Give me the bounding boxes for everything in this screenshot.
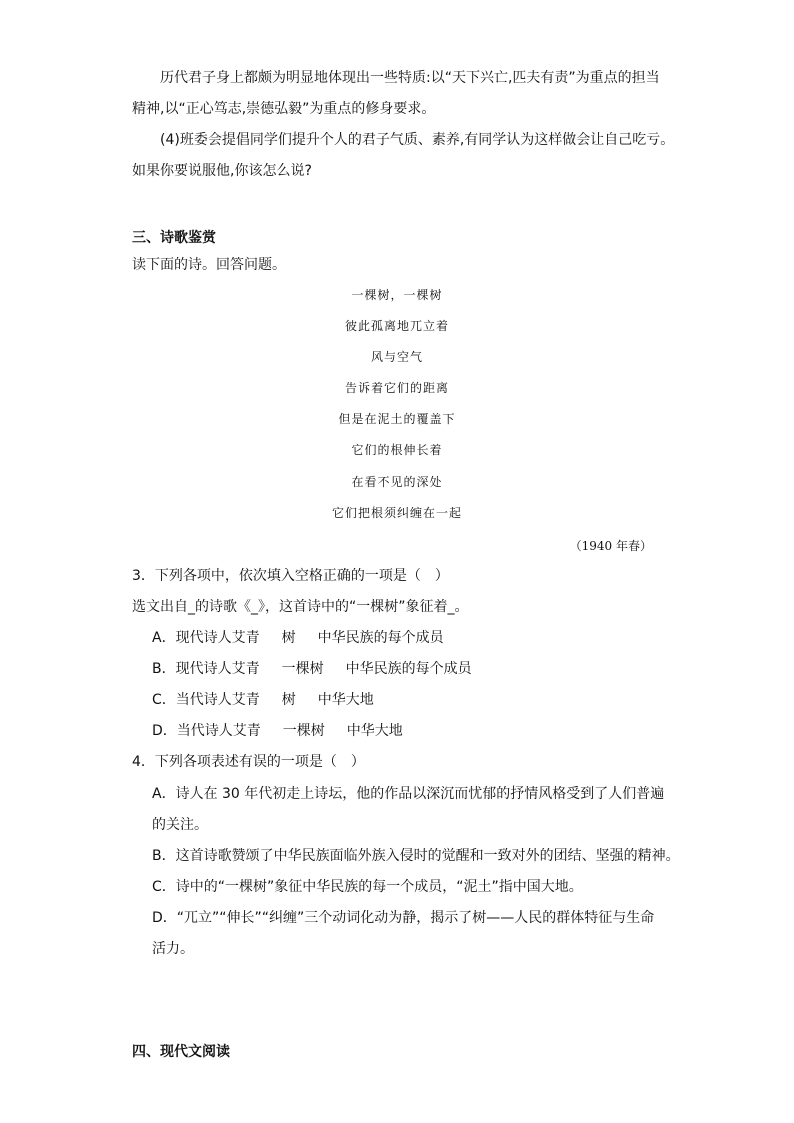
question-3-stem: 3．下列各项中，依次填入空格正确的一项是（ ） [132, 568, 449, 584]
poem-line: 一棵树，一棵树 [351, 288, 443, 302]
question-4-sub-line-1: (4)班委会提倡同学们提升个人的君子气质、素养,有同学认为这样做会让自己吃亏。 [160, 132, 675, 148]
question-3-option-d: D．当代诗人艾青 一棵树 中华大地 [152, 723, 403, 739]
question-3-option-a: A．现代诗人艾青 树 中华民族的每个成员 [152, 630, 444, 646]
section-4-heading: 四、现代文阅读 [132, 1044, 230, 1060]
intro-paragraph-line-1: 历代君子身上都颇为明显地体现出一些特质:以“天下兴亡,匹夫有责”为重点的担当 [160, 70, 660, 86]
poem-instruction: 读下面的诗。回答问题。 [132, 257, 286, 273]
section-3-heading: 三、诗歌鉴赏 [132, 230, 216, 246]
question-4-option-d-line-2: 活力。 [152, 941, 194, 957]
question-3-option-b: B．现代诗人艾青 一棵树 中华民族的每个成员 [152, 661, 472, 677]
poem-line: 它们的根伸长着 [351, 443, 443, 457]
poem-line: 风与空气 [370, 350, 423, 364]
question-4-option-b: B．这首诗歌赞颂了中华民族面临外族入侵时的觉醒和一致对外的团结、坚强的精神。 [152, 848, 680, 864]
question-4-option-a-line-2: 的关注。 [152, 817, 208, 833]
poem-line: 彼此孤离地兀立着 [344, 319, 449, 333]
question-4-stem: 4．下列各项表述有误的一项是（ ） [132, 754, 365, 770]
intro-paragraph-line-2: 精神,以“正心笃志,崇德弘毅”为重点的修身要求。 [132, 101, 436, 117]
poem-line: 它们把根须纠缠在一起 [331, 506, 462, 520]
question-3-option-c: C．当代诗人艾青 树 中华大地 [152, 692, 374, 708]
question-4-option-c: C．诗中的“一棵树”象征中华民族的每一个成员，“泥土”指中国大地。 [152, 879, 583, 895]
question-3-prompt: 选文出自_的诗歌《_》，这首诗中的“一棵树”象征着_。 [132, 599, 469, 615]
question-4-option-a-line-1: A．诗人在 30 年代初走上诗坛，他的作品以深沉而忧郁的抒情风格受到了人们普遍 [152, 786, 665, 802]
poem-date: （1940 年春） [569, 539, 652, 553]
poem-line: 但是在泥土的覆盖下 [338, 412, 456, 426]
question-4-sub-line-2: 如果你要说服他,你该怎么说? [132, 163, 312, 179]
poem-line: 告诉着它们的距离 [344, 381, 449, 395]
poem-line: 在看不见的深处 [351, 475, 443, 489]
question-4-option-d-line-1: D．“兀立”“伸长”“纠缠”三个动词化动为静，揭示了树——人民的群体特征与生命 [152, 910, 655, 926]
